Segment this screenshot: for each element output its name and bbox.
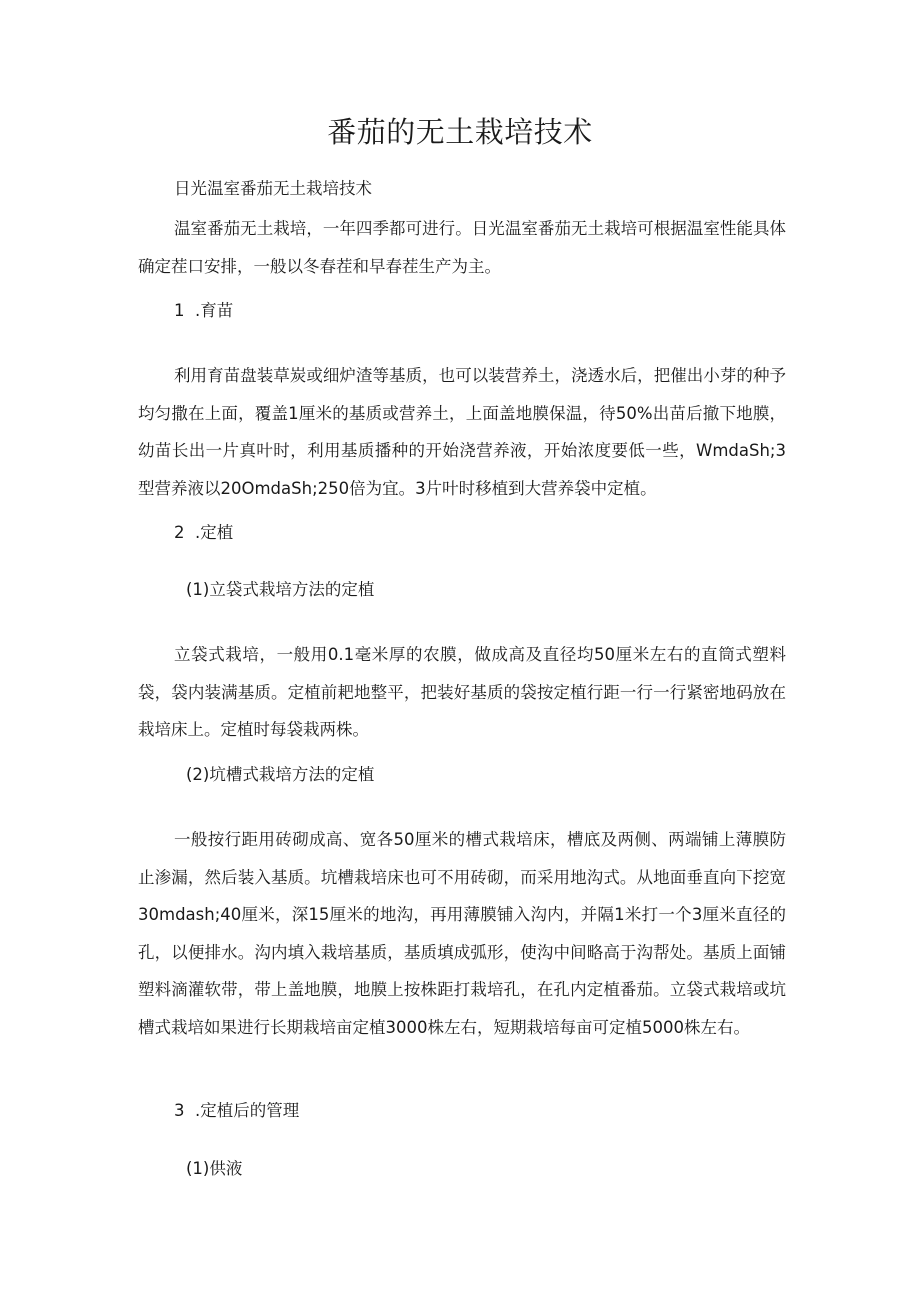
section-2-sub-2-body: 一般按行距用砖砌成高、宽各50厘米的槽式栽培床，槽底及两侧、两端铺上薄膜防止渗漏，然后装入基质。坑槽栽培床也可不用砖砌，而采用地沟式。从地面垂直向下挖宽30mdash;40厘米，深15厘米的地沟，再用薄膜铺入沟内，并隔1米打一个3厘米直径的孔，以便排水。沟内填入栽培基质，基质填成弧形，使沟中间略高于沟帮处。基质上面铺塑料滴灌软带，带上盖地膜，地膜上按株距打栽培孔，在孔内定植番茄。立袋式栽培或坑槽式栽培如果进行长期栽培亩定植3000株左右，短期栽培每亩可定植5000株左右。 [138, 830, 786, 1037]
section-3-heading: 3 .定植后的管理 [174, 1101, 300, 1120]
document-title: 番茄的无土栽培技术 [327, 115, 593, 149]
section-1-body: 利用育苗盘装草炭或细炉渣等基质，也可以装营养土，浇透水后，把催出小芽的种予均匀撒在上面，覆盖1厘米的基质或营养土，上面盖地膜保温，待50%出苗后撤下地膜，幼苗长出一片真叶时，利用基质播种的开始浇营养液，开始浓度要低一些，WmdaSh;3型营养液以20OmdaSh;250倍为宜。3片叶时移植到大营养袋中定植。 [138, 366, 786, 498]
section-3-sub-1-heading: (1)供液 [186, 1159, 243, 1178]
section-2-sub-2-heading: (2)坑槽式栽培方法的定植 [186, 765, 375, 784]
section-2-sub-1-body: 立袋式栽培，一般用0.1毫米厚的农膜，做成高及直径均50厘米左右的直筒式塑料袋，袋内装满基质。定植前耙地整平，把装好基质的袋按定植行距一行一行紧密地码放在栽培床上。定植时每袋栽两株。 [138, 645, 786, 739]
intro-paragraph: 温室番茄无土栽培，一年四季都可进行。日光温室番茄无土栽培可根据温室性能具体确定茬口安排，一般以冬春茬和早春茬生产为主。 [138, 219, 786, 276]
subtitle: 日光温室番茄无土栽培技术 [174, 179, 372, 198]
section-2-sub-1-heading: (1)立袋式栽培方法的定植 [186, 580, 375, 599]
section-1-heading: 1 .育苗 [174, 301, 234, 320]
section-2-heading: 2 .定植 [174, 523, 234, 542]
